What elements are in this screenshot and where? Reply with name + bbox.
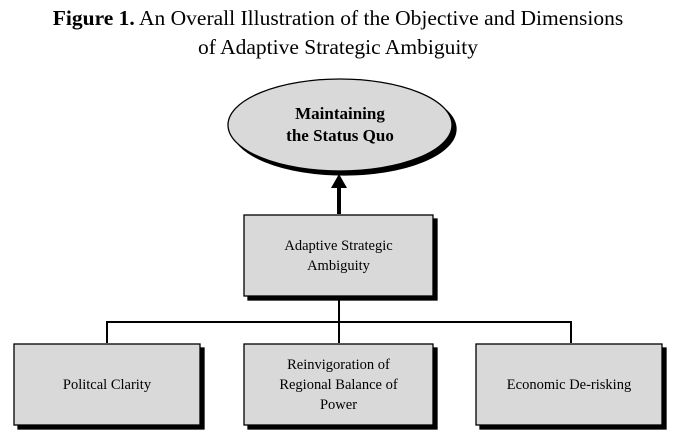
objective-label-line-1: Maintaining	[295, 104, 385, 123]
dimension-label-political-clarity	[14, 344, 200, 425]
figure-number: Figure 1.	[52, 6, 135, 30]
objective-label	[240, 90, 440, 160]
core-label	[244, 215, 433, 296]
dimension-label-line: Economic De-risking	[506, 376, 632, 393]
core-label-line-1: Adaptive Strategic	[284, 237, 393, 254]
dimension-label-regional-balance	[244, 344, 433, 425]
dimension-label-line: Power	[319, 396, 358, 413]
dimension-label-economic-derisking	[476, 344, 662, 425]
dimension-label-line: Reinvigoration of	[287, 356, 390, 373]
arrow-head	[331, 174, 347, 188]
core-label-line-2: Ambiguity	[307, 257, 370, 274]
caption-title-line-2: of Adaptive Strategic Ambiguity	[197, 35, 479, 59]
dimension-label-line: Politcal Clarity	[62, 376, 152, 393]
objective-label-line-2: the Status Quo	[286, 126, 394, 145]
dimension-label-line: Regional Balance of	[279, 376, 398, 393]
caption-title-line-1: An Overall Illustration of the Objective and Dimensions	[138, 6, 624, 30]
